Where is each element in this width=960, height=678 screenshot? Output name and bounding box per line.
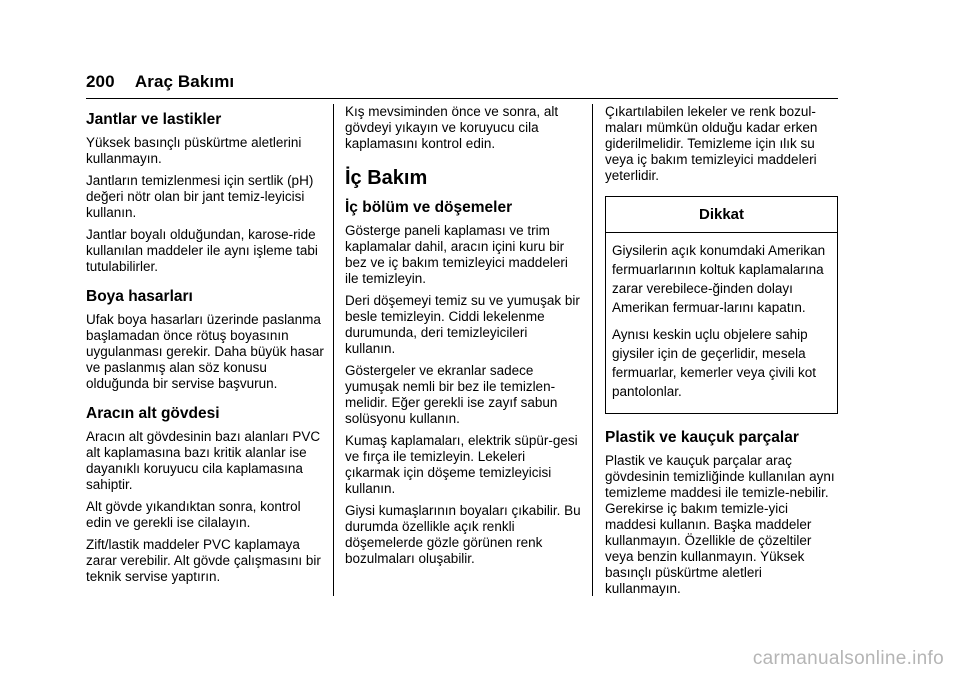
section-title: Araç Bakımı xyxy=(134,72,235,91)
column-1 xyxy=(86,104,324,591)
heading-paint-damage: Boya hasarları xyxy=(86,288,193,305)
paragraph: Deri döşemeyi temiz su ve yumuşak bir besle temizleyin. Ciddi lekelenme durumunda, deri temizleyicileri kullanın. xyxy=(345,293,580,356)
page-number: 200 xyxy=(86,72,115,91)
paragraph: Göstergeler ve ekranlar sadece yumuşak nemli bir bez ile temizlen-melidir. Eğer gerekli ise zayıf sabun solüsyonu kullanın. xyxy=(345,363,558,426)
header-divider xyxy=(86,98,838,99)
caution-notice-box xyxy=(605,196,838,414)
paragraph: Zift/lastik maddeler PVC kaplamaya zarar verebilir. Alt gövde çalışmasını bir teknik servise yaptırın. xyxy=(86,537,321,584)
caution-notice-body xyxy=(606,233,837,413)
paragraph: Jantlar boyalı olduğundan, karose-ride kullanılan maddeler ile aynı işleme tabi tutulabilirler. xyxy=(86,227,318,274)
paragraph: Giysilerin açık konumdaki Amerikan fermuarlarının koltuk kaplamalarına zarar verebilece-ğinden dolayı Amerikan fermuar-larını kapatın. xyxy=(612,243,826,315)
paragraph: Aynısı keskin uçlu objelere sahip giysiler için de geçerlidir, mesela fermuarlar, kemerler veya çivili kot pantolonlar. xyxy=(612,327,817,399)
paragraph: Aracın alt gövdesinin bazı alanları PVC alt kaplamasına bazı kritik alanlar ise dayanıklı koruyucu cila kaplamasına sahiptir. xyxy=(86,429,321,492)
paragraph: Giysi kumaşlarının boyaları çıkabilir. Bu durumda özellikle açık renkli döşemelerde gözle görünen renk bozulmaları oluşabilir. xyxy=(345,503,581,566)
heading-interior-care: İç Bakım xyxy=(345,167,428,189)
column-2 xyxy=(345,104,581,573)
paragraph: Çıkartılabilen lekeler ve renk bozul-maları mümkün olduğu kadar erken giderilmelidir. Temizleme için ılık su veya iç bakım temizleyici maddeleri yeterlidir. xyxy=(605,104,818,183)
heading-interior-upholstery: İç bölüm ve döşemeler xyxy=(345,199,513,216)
paragraph: Jantların temizlenmesi için sertlik (pH) değeri nötr olan bir jant temiz-leyicisi kullanın. xyxy=(86,173,314,220)
paragraph: Yüksek basınçlı püskürtme aletlerini kullanmayın. xyxy=(86,135,302,166)
column-divider-2 xyxy=(592,104,593,596)
caution-notice-title: Dikkat xyxy=(606,197,837,233)
paragraph: Alt gövde yıkandıktan sonra, kontrol edin ve gerekli ise cilalayın. xyxy=(86,499,301,530)
column-divider-1 xyxy=(333,104,334,596)
heading-underbody: Aracın alt gövdesi xyxy=(86,405,220,422)
heading-plastic-rubber-parts: Plastik ve kauçuk parçalar xyxy=(605,429,799,446)
paragraph: Gösterge paneli kaplaması ve trim kaplamalar dahil, aracın içini kuru bir bez ve iç bakım temizleyici maddeleri ile temizleyin. xyxy=(345,223,568,286)
page-header xyxy=(86,72,234,92)
paragraph: Ufak boya hasarları üzerinde paslanma başlamadan önce rötuş boyasının uygulanması gerekir. Daha büyük hasar ve paslanmış alan söz konusu olduğunda bir servise başvurun. xyxy=(86,312,324,391)
heading-wheels-tyres: Jantlar ve lastikler xyxy=(86,111,222,128)
watermark: carmanualsonline.info xyxy=(752,648,944,669)
paragraph: Plastik ve kauçuk parçalar araç gövdesinin temizliğinde kullanılan aynı temizleme maddesi ile temizle-nebilir. Gerekirse iç bakım temizle-yici maddesi kullanın. Başka maddeler kullanmayın. Özellikle de çözeltiler veya benzin kullanmayın. Yüksek basınçlı püskürtme aletleri kullanmayın. xyxy=(605,453,835,596)
paragraph: Kış mevsiminden önce ve sonra, alt gövdeyi yıkayın ve koruyucu cila kaplamasını kontrol edin. xyxy=(345,104,559,151)
paragraph: Kumaş kaplamaları, elektrik süpür-gesi ve fırça ile temizleyin. Lekeleri çıkarmak için döşeme temizleyicisi kullanın. xyxy=(345,433,578,496)
column-3 xyxy=(605,104,838,603)
